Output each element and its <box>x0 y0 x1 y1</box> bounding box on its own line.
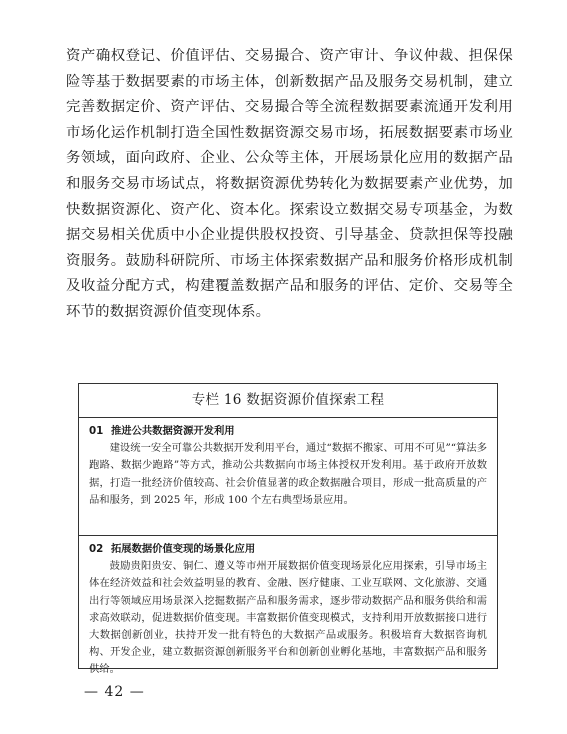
box-item-01 <box>79 418 497 535</box>
item-heading-row <box>89 541 487 558</box>
item-number: 01 <box>89 425 104 437</box>
box-item-02 <box>79 535 497 685</box>
item-text: 鼓励贵阳贵安、铜仁、遵义等市州开展数据价值变现场景化应用探索，引导市场主体在经济效益和社会效益明显的教育、金融、医疗健康、工业互联网、文化旅游、交通出行等领域应用场景深入挖掘数据产品和服务需求，逐步带动数据产品和服务供给和需求高效联动，促进数据价值变现。丰富数据价值变现模式，支持利用开放数据接口进行大数据创新创业，扶持开发一批有特色的大数据产品或服务。积极培育大数据咨询机构、开发企业，建立数据资源创新服务平台和创新创业孵化基地，丰富数据产品和服务供给。 <box>89 560 487 676</box>
main-paragraph-block <box>66 44 513 326</box>
item-text: 建设统一安全可靠公共数据开发利用平台，通过“数据不搬家、可用不可见”“算法多跑路、数据少跑路”等方式，推动公共数据向市场主体授权开发利用。基于政府开放数据，打造一批经济价值较高、社会价值显著的政企数据融合项目，形成一批高质量的产品和服务，到 2025 年，形成 100 个左右典型场景应用。 <box>89 442 487 506</box>
item-heading-row <box>89 423 487 440</box>
item-number: 02 <box>89 543 104 555</box>
page-number: — 42 — <box>84 684 145 700</box>
item-heading: 拓展数据价值变现的场景化应用 <box>111 543 256 555</box>
item-heading: 推进公共数据资源开发利用 <box>111 425 235 437</box>
column-box-16 <box>78 383 498 676</box>
box-title: 专栏 16 数据资源价值探索工程 <box>79 384 497 418</box>
body-paragraph: 资产确权登记、价值评估、交易撮合、资产审计、争议仲裁、担保保险等基于数据要素的市场主体，创新数据产品及服务交易机制，建立完善数据定价、资产评估、交易撮合等全流程数据要素流通开发利用市场化运作机制打造全国性数据资源交易市场，拓展数据要素市场业务领域，面向政府、企业、公众等主体，开展场景化应用的数据产品和服务交易市场试点，将数据资源优势转化为数据要素产业优势，加快数据资源化、资产化、资本化。探索设立数据交易专项基金，为数据交易相关优质中小企业提供股权投资、引导基金、贷款担保等投融资服务。鼓励科研院所、市场主体探索数据产品和服务价格形成机制及收益分配方式，构建覆盖数据产品和服务的评估、定价、交易等全环节的数据资源价值变现体系。 <box>66 48 513 320</box>
